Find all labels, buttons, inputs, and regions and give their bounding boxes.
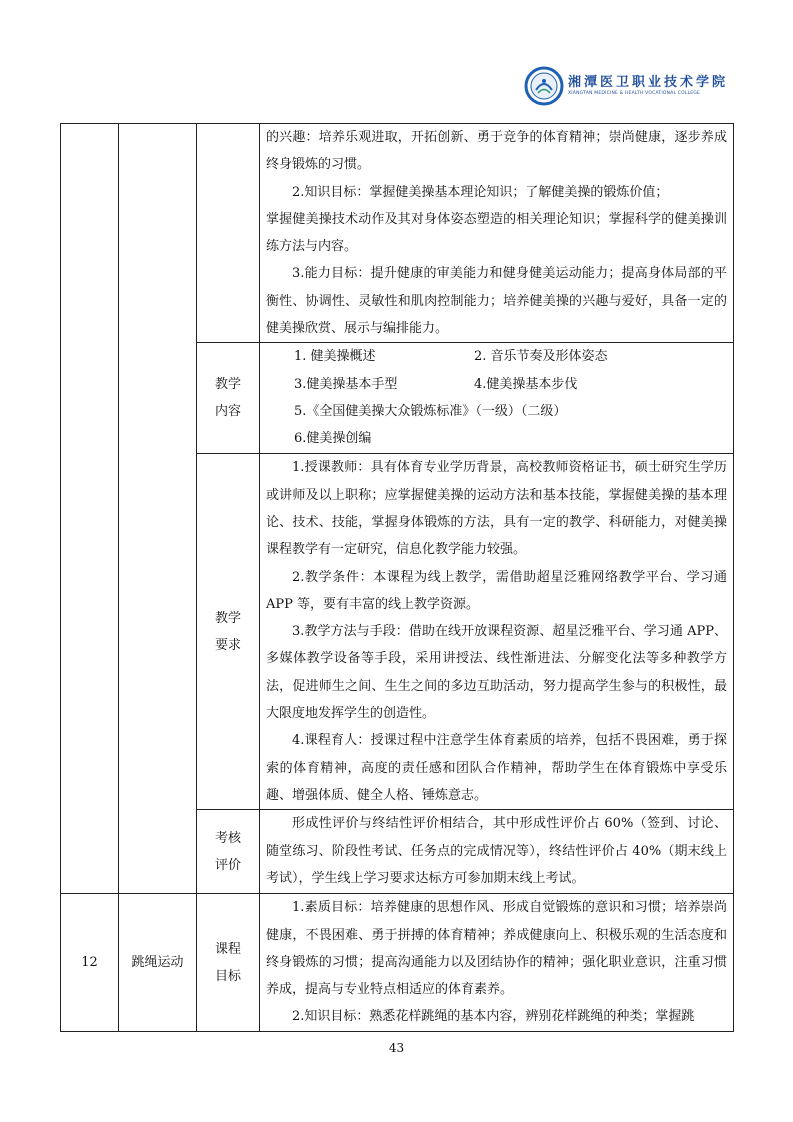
objective-paragraph: 的兴趣：培养乐观进取，开拓创新、勇于竞争的体育精神；崇尚健康，逐步养成终身锻炼的习惯。 <box>266 130 727 173</box>
label-cell <box>197 810 260 894</box>
course-name-cell <box>119 124 197 894</box>
table-row <box>61 124 734 343</box>
content-label: 内容 <box>214 404 241 420</box>
logo-subtext: XIANGTAN MEDICINE & HEALTH VOCATIONAL COLLEGE <box>568 91 701 96</box>
objective-paragraph: 2.知识目标：掌握健美操基本理论知识；了解健美操的锻炼价值； <box>292 184 669 200</box>
requirement-paragraph: 2.教学条件：本课程为线上教学，需借助超星泛雅网络教学平台、学习通 APP 等，要有丰富的线上教学资源。 <box>266 569 727 612</box>
college-logo <box>524 66 736 106</box>
evaluation-label: 评价 <box>214 857 241 873</box>
label-cell <box>197 343 260 454</box>
objective-paragraph: 掌握健美操技术动作及其对身体姿态塑造的相关理论知识；掌握科学的健美操训练方法与内容。 <box>266 211 727 255</box>
evaluation-label: 考核 <box>214 830 241 846</box>
requirements-cell <box>260 454 734 810</box>
college-emblem-icon <box>524 66 564 106</box>
requirements-label: 要求 <box>214 637 241 653</box>
list-item: 2. 音乐节奏及形体姿态 <box>474 349 608 365</box>
course-name-cell: 跳绳运动 <box>119 894 197 1032</box>
content-line <box>266 371 727 398</box>
evaluation-paragraph: 形成性评价与终结性评价相结合，其中形成性评价占 60%（签到、讨论、随堂练习、阶段性考试、任务点的完成情况等），终结性评价占 40%（期末线上考试），学生线上学习要求达标方可参加期末线上考试。 <box>266 816 727 886</box>
index-cell <box>61 124 119 894</box>
list-item: 6.健美操创编 <box>294 431 372 447</box>
label-cell <box>197 894 260 1032</box>
requirements-label: 教学 <box>214 610 241 626</box>
goals-cell <box>260 894 734 1032</box>
goal-label: 目标 <box>214 968 241 984</box>
requirement-paragraph: 1.授课教师：具有体育专业学历背景，高校教师资格证书，硕士研究生学历或讲师及以上职称；应掌握健美操的运动方法和基本技能，掌握健美操的基本理论、技术、技能，掌握身体锻炼的方法，具有一定的教学、科研能力，对健美操课程教学有一定研究，信息化教学能力较强。 <box>266 460 727 558</box>
content-label: 教学 <box>214 377 241 393</box>
label-cell <box>197 454 260 810</box>
objective-paragraph: 3.能力目标：提升健康的审美能力和健身健美运动能力；提高身体局部的平衡性、协调性、灵敏性和肌肉控制能力；培养健美操的兴趣与爱好，具备一定的健美操欣赏、展示与编排能力。 <box>266 266 727 337</box>
content-line <box>266 343 727 370</box>
page-number: 43 <box>388 1041 405 1055</box>
objectives-cell <box>260 124 734 343</box>
goal-label: 课程 <box>214 941 241 957</box>
list-item: 1. 健美操概述 <box>294 349 376 365</box>
list-item: 4.健美操基本步伐 <box>474 376 578 392</box>
list-item: 3.健美操基本手型 <box>294 376 398 392</box>
logo-text: 湘潭医卫职业技术学院 <box>568 75 729 90</box>
list-item: 5.《全国健美操大众锻炼标准》（一级）（二级） <box>294 403 567 419</box>
requirement-paragraph: 4.课程育人：授课过程中注意学生体育素质的培养，包括不畏困难，勇于探索的体育精神，高度的责任感和团队合作精神，帮助学生在体育锻炼中享受乐趣、增强体质、健全人格、锤炼意志。 <box>266 733 727 803</box>
goal-paragraph: 2.知识目标：熟悉花样跳绳的基本内容，辨别花样跳绳的种类；掌握跳 <box>292 1009 695 1025</box>
label-cell <box>197 124 260 343</box>
goal-paragraph: 1.素质目标：培养健康的思想作风、形成自觉锻炼的意识和习惯；培养崇尚健康，不畏困难、勇于拼搏的体育精神；养成健康向上、积极乐观的生活态度和终身锻炼的习惯；提高沟通能力以及团结协作的精神；强化职业意识，注重习惯养成，提高与专业特点相适应的体育素养。 <box>266 900 727 998</box>
course-table <box>60 123 734 1032</box>
table-row <box>61 894 734 1032</box>
requirement-paragraph: 3.教学方法与手段：借助在线开放课程资源、超星泛雅平台、学习通 APP、多媒体教学设备等手段，采用讲授法、线性渐进法、分解变化法等多种教学方法，促进师生之间、生生之间的多边互助活动，努力提高学生参与的积极性，最大限度地发挥学生的创造性。 <box>266 624 727 722</box>
index-cell: 12 <box>61 894 119 1032</box>
content-cell <box>260 343 734 454</box>
evaluation-cell <box>260 810 734 894</box>
